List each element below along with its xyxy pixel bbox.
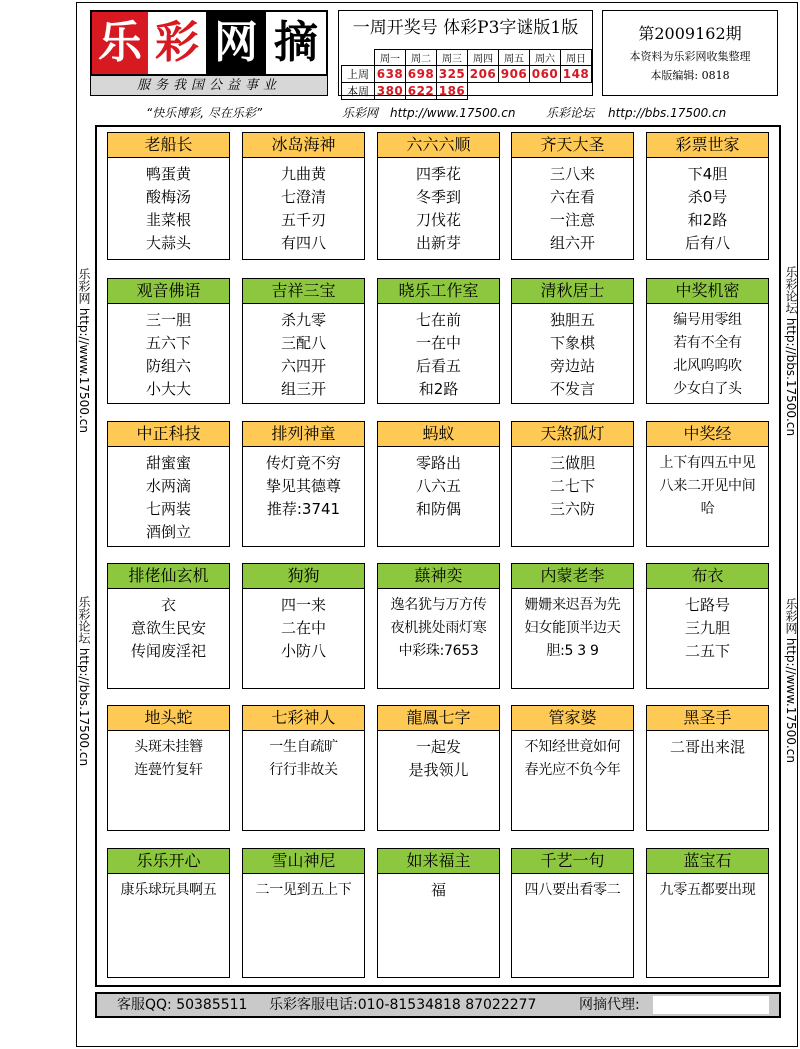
tip-line: 独胆五 bbox=[549, 311, 595, 329]
day-header: 周一 bbox=[375, 50, 406, 66]
day-header: 周二 bbox=[406, 50, 437, 66]
tip-card-title: 晓乐工作室 bbox=[378, 279, 499, 304]
tip-card bbox=[107, 848, 230, 978]
tip-card-title: 中奖经 bbox=[647, 422, 768, 447]
tip-line: 冬季到 bbox=[415, 188, 461, 206]
tip-card-title: 千艺一句 bbox=[512, 849, 633, 874]
tip-card bbox=[646, 421, 769, 547]
tip-card bbox=[377, 132, 500, 260]
tip-line: 后有八 bbox=[684, 234, 730, 252]
agent-field bbox=[653, 996, 769, 1014]
site-link[interactable]: http://www.17500.cn bbox=[390, 106, 516, 120]
tip-card-body bbox=[243, 304, 364, 401]
tip-card-body bbox=[647, 731, 768, 759]
tip-line: 一注意 bbox=[549, 211, 595, 229]
tip-card-title: 清秋居士 bbox=[512, 279, 633, 304]
tip-line: 逸名犹与万方传 bbox=[390, 597, 487, 613]
tip-card-body bbox=[378, 731, 499, 782]
tip-line: 二七下 bbox=[549, 477, 595, 495]
tip-line: 零路出 bbox=[415, 454, 461, 472]
tip-line: 六在看 bbox=[549, 188, 595, 206]
last-week-label: 上周 bbox=[342, 66, 375, 83]
tip-line: 若有不全有 bbox=[673, 335, 742, 351]
logo bbox=[90, 10, 328, 76]
tip-line: 三配八 bbox=[280, 334, 326, 352]
tip-line: 意欲生民安 bbox=[130, 619, 206, 637]
tip-card bbox=[107, 705, 230, 831]
tip-line: 衣 bbox=[160, 596, 176, 614]
tips-grid bbox=[95, 125, 781, 987]
side-text-right-top: 乐彩论坛 http://bbs.17500.cn bbox=[784, 266, 798, 437]
tip-line: 一起发 bbox=[415, 738, 461, 756]
tip-card bbox=[107, 563, 230, 689]
tip-card-title: 管家婆 bbox=[512, 706, 633, 731]
tip-line: 一在中 bbox=[415, 334, 461, 352]
tip-card-title: 雪山神尼 bbox=[243, 849, 364, 874]
tip-line: 哈 bbox=[700, 501, 715, 517]
tip-card-body bbox=[378, 874, 499, 902]
side-text-right-bottom: 乐彩网 http://www.17500.cn bbox=[784, 598, 798, 763]
day-header: 周四 bbox=[468, 50, 499, 66]
tip-line: 三九胆 bbox=[684, 619, 730, 637]
motto: “快乐博彩, 尽在乐彩” bbox=[146, 106, 263, 120]
tip-card-body bbox=[108, 304, 229, 401]
tip-card bbox=[646, 848, 769, 978]
logo-char-1: 乐 bbox=[92, 12, 148, 74]
tip-card bbox=[377, 278, 500, 404]
tip-line: 中彩珠:7653 bbox=[398, 643, 479, 659]
tip-line: 七路号 bbox=[684, 596, 730, 614]
agent-label: 网摘代理: bbox=[579, 997, 640, 1013]
issue-number: 第2009162期 bbox=[638, 24, 742, 43]
tip-card-body bbox=[243, 874, 364, 902]
tip-card-title: 乐乐开心 bbox=[108, 849, 229, 874]
tip-card-title: 内蒙老李 bbox=[512, 564, 633, 589]
forum-name: 乐彩论坛 bbox=[546, 106, 595, 120]
tip-card bbox=[511, 848, 634, 978]
tip-card bbox=[242, 705, 365, 831]
tip-line: 甜蜜蜜 bbox=[145, 454, 191, 472]
tip-card-body bbox=[647, 447, 768, 521]
tip-line: 有四八 bbox=[280, 234, 326, 252]
tip-line: 二哥出来混 bbox=[669, 738, 745, 756]
tip-line: 一生自疏旷 bbox=[269, 739, 338, 755]
tip-line: 康乐球玩具啊五 bbox=[120, 882, 217, 898]
tip-line: 旁边站 bbox=[549, 357, 595, 375]
tip-line: 下4胆 bbox=[687, 165, 728, 183]
tip-line: 头斑未挂簪 bbox=[134, 739, 203, 755]
tip-card-body bbox=[647, 589, 768, 663]
day-header: 周六 bbox=[530, 50, 561, 66]
tip-card-body bbox=[647, 304, 768, 401]
tip-line: 连甍竹复轩 bbox=[134, 762, 203, 778]
tip-line: 三一胆 bbox=[145, 311, 191, 329]
tip-card-body bbox=[243, 589, 364, 663]
tip-line: 九曲黄 bbox=[280, 165, 326, 183]
tip-card-title: 彩票世家 bbox=[647, 133, 768, 158]
tip-line: 不发言 bbox=[549, 380, 595, 398]
result-number: 380 bbox=[375, 83, 406, 100]
tip-line: 大蒜头 bbox=[145, 234, 191, 252]
tip-card-title: 黑圣手 bbox=[647, 706, 768, 731]
tip-line: 组六开 bbox=[549, 234, 595, 252]
result-number: 622 bbox=[406, 83, 437, 100]
result-number: 698 bbox=[406, 66, 437, 83]
result-number: 638 bbox=[375, 66, 406, 83]
tip-card-title: 地头蛇 bbox=[108, 706, 229, 731]
tip-line: 编号用零组 bbox=[673, 312, 742, 328]
tip-card-body bbox=[512, 589, 633, 663]
tip-card-title: 吉祥三宝 bbox=[243, 279, 364, 304]
tip-card-body bbox=[647, 874, 768, 902]
tip-line: 和2路 bbox=[687, 211, 728, 229]
tip-card-title: 布衣 bbox=[647, 564, 768, 589]
tip-card bbox=[242, 848, 365, 978]
tip-line: 三做胆 bbox=[549, 454, 595, 472]
source-note: 本资料为乐彩网收集整理 bbox=[629, 50, 751, 63]
tip-line: 福 bbox=[430, 881, 446, 899]
customer-qq: 客服QQ: 50385511 bbox=[117, 997, 248, 1013]
tip-line: 七澄清 bbox=[280, 188, 326, 206]
logo-char-3: 网 bbox=[206, 12, 266, 74]
tip-card bbox=[242, 421, 365, 547]
tip-card bbox=[242, 563, 365, 689]
tip-line: 挚见其德尊 bbox=[265, 477, 341, 495]
tip-card-title: 中奖机密 bbox=[647, 279, 768, 304]
tip-card-title: 排列神童 bbox=[243, 422, 364, 447]
tip-line: 杀九零 bbox=[280, 311, 326, 329]
tip-line: 九零五都要出现 bbox=[659, 882, 756, 898]
tip-line: 二一见到五上下 bbox=[255, 882, 352, 898]
tip-card-title: 蓝宝石 bbox=[647, 849, 768, 874]
tip-card-body bbox=[512, 874, 633, 902]
tip-card-title: 七彩神人 bbox=[243, 706, 364, 731]
logo-char-2: 彩 bbox=[148, 12, 206, 74]
tip-card bbox=[377, 421, 500, 547]
tip-card-title: 狗狗 bbox=[243, 564, 364, 589]
result-number: 206 bbox=[468, 66, 499, 83]
tip-line: 防组六 bbox=[145, 357, 191, 375]
tip-card bbox=[646, 278, 769, 404]
tip-card bbox=[242, 132, 365, 260]
result-number: 906 bbox=[499, 66, 530, 83]
day-header: 周三 bbox=[437, 50, 468, 66]
tip-card-body bbox=[512, 304, 633, 401]
tip-line: 妇女能顶半边天 bbox=[524, 620, 621, 636]
this-week-label: 本周 bbox=[342, 83, 375, 100]
tip-card-title: 中正科技 bbox=[108, 422, 229, 447]
tip-line: 组三开 bbox=[280, 380, 326, 398]
tip-line: 四八要出看零二 bbox=[524, 882, 621, 898]
tip-card-title: 老船长 bbox=[108, 133, 229, 158]
tip-card-body bbox=[108, 731, 229, 782]
tip-line: 春光应不负今年 bbox=[524, 762, 621, 778]
tip-line: 酸梅汤 bbox=[145, 188, 191, 206]
tip-line: 和2路 bbox=[418, 380, 459, 398]
tip-card bbox=[511, 705, 634, 831]
tip-card-body bbox=[108, 874, 229, 902]
tip-card bbox=[107, 421, 230, 547]
result-number: 060 bbox=[530, 66, 561, 83]
tip-line: 八来二开见中间 bbox=[659, 478, 756, 494]
tip-card-body bbox=[243, 447, 364, 521]
tip-card-body bbox=[378, 447, 499, 521]
tip-card-title: 龍鳳七字 bbox=[378, 706, 499, 731]
tip-line: 水两滴 bbox=[145, 477, 191, 495]
tip-line: 胆:5 3 9 bbox=[546, 643, 599, 659]
side-text-left-top: 乐彩网 http://www.17500.cn bbox=[77, 268, 91, 433]
result-number: 186 bbox=[437, 83, 468, 100]
tip-line: 少女白了头 bbox=[673, 381, 742, 397]
tip-card-body bbox=[108, 447, 229, 544]
tip-card-title: 蚂蚁 bbox=[378, 422, 499, 447]
result-number: 148 bbox=[561, 66, 592, 83]
tip-card bbox=[511, 132, 634, 260]
tip-line: 杀0号 bbox=[687, 188, 728, 206]
tip-card-title: 冰岛海神 bbox=[243, 133, 364, 158]
tip-card bbox=[511, 563, 634, 689]
url-line bbox=[90, 104, 780, 122]
customer-phone: 乐彩客服电话:010-81534818 87022277 bbox=[269, 997, 537, 1013]
tip-line: 行行非故关 bbox=[269, 762, 338, 778]
tip-line: 北风呜呜吹 bbox=[673, 358, 742, 374]
tip-card bbox=[511, 421, 634, 547]
tip-line: 三六防 bbox=[549, 500, 595, 518]
tip-card bbox=[646, 563, 769, 689]
tip-card-title: 观音佛语 bbox=[108, 279, 229, 304]
tip-card-body bbox=[512, 731, 633, 782]
tip-card bbox=[511, 278, 634, 404]
footer-bar bbox=[95, 992, 781, 1018]
tip-line: 韭菜根 bbox=[145, 211, 191, 229]
tip-card-title: 如来福主 bbox=[378, 849, 499, 874]
result-number: 325 bbox=[437, 66, 468, 83]
tip-card bbox=[107, 278, 230, 404]
tip-line: 六四开 bbox=[280, 357, 326, 375]
tip-line: 八六五 bbox=[415, 477, 461, 495]
issue-box bbox=[602, 10, 778, 96]
tip-card-body bbox=[378, 589, 499, 663]
tip-line: 五六下 bbox=[145, 334, 191, 352]
editor-note: 本版编辑: 0818 bbox=[650, 69, 730, 82]
tip-line: 七两装 bbox=[145, 500, 191, 518]
tip-card-body bbox=[108, 158, 229, 255]
forum-link[interactable]: http://bbs.17500.cn bbox=[608, 106, 727, 120]
tip-card-title: 排佬仙玄机 bbox=[108, 564, 229, 589]
tip-card bbox=[377, 705, 500, 831]
tip-line: 三八来 bbox=[549, 165, 595, 183]
tip-line: 鸭蛋黄 bbox=[145, 165, 191, 183]
tip-line: 酒倒立 bbox=[145, 523, 191, 541]
tip-line: 和防偶 bbox=[415, 500, 461, 518]
tip-card-body bbox=[108, 589, 229, 663]
tip-line: 推荐:3741 bbox=[266, 500, 341, 518]
side-text-left-bottom: 乐彩论坛 http://bbs.17500.cn bbox=[77, 596, 91, 767]
logo-char-4: 摘 bbox=[266, 12, 326, 74]
slogan: 服务我国公益事业 bbox=[90, 76, 328, 96]
tip-line: 四一来 bbox=[280, 596, 326, 614]
tip-line: 刀伐花 bbox=[415, 211, 461, 229]
tip-line: 二五下 bbox=[684, 642, 730, 660]
site-name: 乐彩网 bbox=[342, 106, 379, 120]
tip-card-body bbox=[512, 447, 633, 521]
tip-card-body bbox=[243, 158, 364, 255]
tip-card bbox=[646, 132, 769, 260]
tip-card-body bbox=[512, 158, 633, 255]
tip-line: 上下有四五中见 bbox=[659, 455, 756, 471]
tip-line: 是我领儿 bbox=[408, 761, 469, 779]
tip-line: 出新芽 bbox=[415, 234, 461, 252]
tip-card-title: 天煞孤灯 bbox=[512, 422, 633, 447]
tip-card-title: 齐天大圣 bbox=[512, 133, 633, 158]
tip-line: 五千刃 bbox=[280, 211, 326, 229]
tip-card bbox=[646, 705, 769, 831]
tip-line: 传闻废淫祀 bbox=[130, 642, 206, 660]
day-header: 周五 bbox=[499, 50, 530, 66]
tip-line: 小防八 bbox=[280, 642, 326, 660]
tip-line: 下象棋 bbox=[549, 334, 595, 352]
tip-line: 传灯竟不穷 bbox=[265, 454, 341, 472]
day-header: 周日 bbox=[561, 50, 592, 66]
tip-line: 不知经世竟如何 bbox=[524, 739, 621, 755]
tip-card bbox=[107, 132, 230, 260]
tip-card-body bbox=[647, 158, 768, 255]
weekly-results-table bbox=[341, 49, 592, 100]
tip-line: 二在中 bbox=[280, 619, 326, 637]
tip-line: 姗姗来迟吾为先 bbox=[524, 597, 621, 613]
tip-card bbox=[242, 278, 365, 404]
tip-card-title: 蕻神奕 bbox=[378, 564, 499, 589]
tip-card-body bbox=[378, 158, 499, 255]
weekly-results-box bbox=[338, 10, 593, 96]
tip-line: 后看五 bbox=[415, 357, 461, 375]
tip-line: 四季花 bbox=[415, 165, 461, 183]
tip-card-body bbox=[243, 731, 364, 782]
tip-card-body bbox=[378, 304, 499, 401]
weekly-results-title: 一周开奖号 体彩P3字谜版1版 bbox=[352, 18, 579, 38]
tip-card bbox=[377, 563, 500, 689]
tip-line: 夜机挑处雨灯寒 bbox=[390, 620, 487, 636]
tip-line: 七在前 bbox=[415, 311, 461, 329]
tip-card bbox=[377, 848, 500, 978]
tip-line: 小大大 bbox=[145, 380, 191, 398]
tip-card-title: 六六六顺 bbox=[378, 133, 499, 158]
